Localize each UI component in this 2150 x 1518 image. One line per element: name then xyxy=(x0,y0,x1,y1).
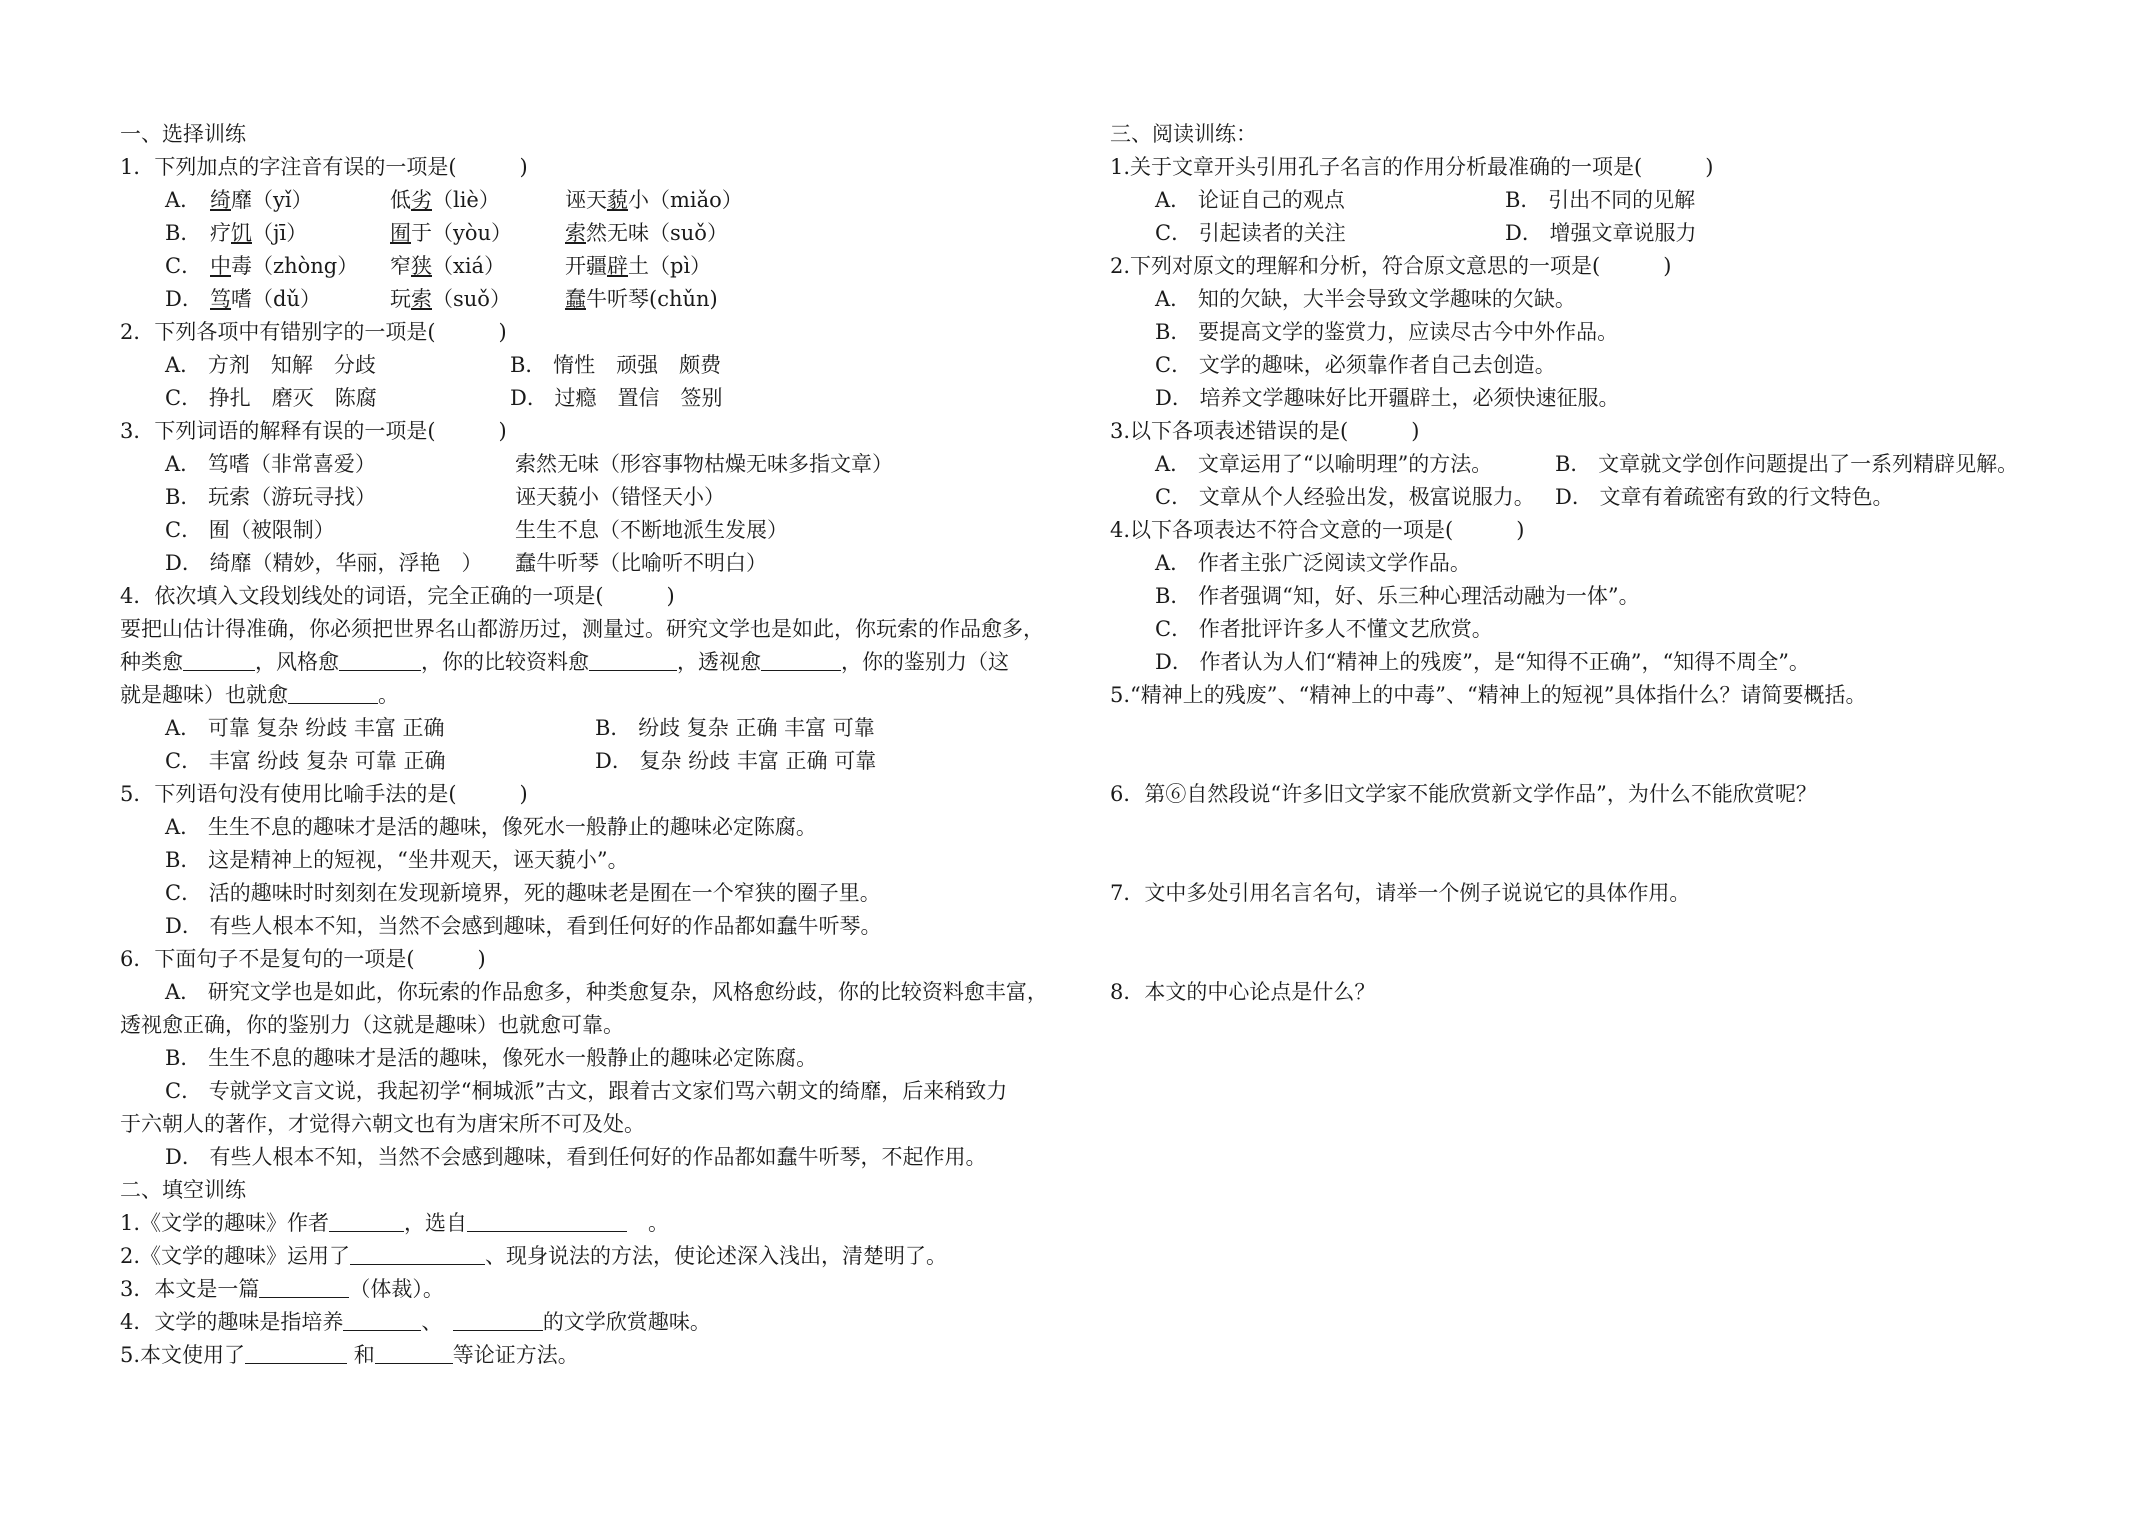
q5-option-d: D． 有些人根本不知，当然不会感到趣味，看到任何好的作品都如蠢牛听琴。 xyxy=(165,914,882,938)
r4-option-c: C． 作者批评许多人不懂文艺欣赏。 xyxy=(1155,617,1493,641)
r2-option-d: D． 培养文学趣味好比开疆辟土，必须快速征服。 xyxy=(1155,386,1620,410)
r3-stem: 3.以下各项表述错误的是( ) xyxy=(1110,419,1420,443)
fill-q5: 5.本文使用了 和 等论证方法。 xyxy=(120,1343,579,1367)
q1-stem: 1．下列加点的字注音有误的一项是( ) xyxy=(120,155,528,179)
q2-option-c: C． 挣扎 磨灭 陈腐 xyxy=(165,386,377,410)
fill-q2: 2.《文学的趣味》运用了 、现身说法的方法，使论述深入浅出，清楚明了。 xyxy=(120,1244,948,1268)
q1-option-a: A． 绮靡（yǐ） 低劣（liè） 诬天藐小（miǎo） xyxy=(165,188,743,212)
fill-q3-blank-1[interactable] xyxy=(259,1275,349,1298)
r2-option-b: B． 要提高文学的鉴赏力，应读尽古今中外作品。 xyxy=(1155,320,1619,344)
q4-blank-2[interactable] xyxy=(339,648,421,671)
r5-answer-space[interactable] xyxy=(1110,712,2060,778)
r1-option-c: C． 引起读者的关注 xyxy=(1155,221,1346,245)
r1-options-ab xyxy=(1110,184,2060,217)
r7-question: 7．文中多处引用名言名句，请举一个例子说说它的具体作用。 xyxy=(1110,881,1691,905)
q2-option-d: D． 过瘾 置信 签别 xyxy=(510,386,723,410)
r1-option-a: A． 论证自己的观点 xyxy=(1155,188,1345,212)
r1-options-cd xyxy=(1110,217,2060,250)
r1-option-b: B． 引出不同的见解 xyxy=(1505,188,1696,212)
q4-options-ab xyxy=(120,712,1070,745)
q5-option-a: A． 生生不息的趣味才是活的趣味，像死水一般静止的趣味必定陈腐。 xyxy=(165,815,817,839)
q1-option-c: C． 中毒（zhòng） 窄狭（xiá） 开疆辟土（pì） xyxy=(165,254,712,278)
q4-options-cd xyxy=(120,745,1070,778)
section-title-fill: 二、填空训练 xyxy=(120,1178,246,1202)
q3-option-a: A． 笃嗜（非常喜爱） 索然无味（形容事物枯燥无味多指文章） xyxy=(165,452,893,476)
q6-option-d: D． 有些人根本不知，当然不会感到趣味，看到任何好的作品都如蠢牛听琴，不起作用。 xyxy=(165,1145,987,1169)
r3-option-a: A． 文章运用了“以喻明理”的方法。 xyxy=(1155,452,1493,476)
r4-option-d: D． 作者认为人们“精神上的残废”，是“知得不正确”，“知得不周全”。 xyxy=(1155,650,1810,674)
right-column xyxy=(1110,118,2060,1009)
q4-option-c: C． 丰富 纷歧 复杂 可靠 正确 xyxy=(165,749,446,773)
left-column xyxy=(120,118,1070,1372)
r4-option-a: A． 作者主张广泛阅读文学作品。 xyxy=(1155,551,1471,575)
fill-q5-blank-2[interactable] xyxy=(375,1341,453,1364)
q4-option-d: D． 复杂 纷歧 丰富 正确 可靠 xyxy=(595,749,877,773)
section-title-choice: 一、选择训练 xyxy=(120,122,246,146)
fill-q4-blank-1[interactable] xyxy=(343,1308,421,1331)
r6-answer-space[interactable] xyxy=(1110,811,2060,877)
q1-option-b: B． 疗饥（jī） 囿于（yòu） 索然无味（suǒ） xyxy=(165,221,728,245)
q6-option-c-line1: C． 专就学文言文说，我起初学“桐城派”古文，跟着古文家们骂六朝文的绮靡，后来稍致力 xyxy=(165,1079,1008,1103)
r4-stem: 4.以下各项表达不符合文意的一项是( ) xyxy=(1110,518,1525,542)
q4-option-a: A． 可靠 复杂 纷歧 丰富 正确 xyxy=(165,716,445,740)
q4-passage-line1: 要把山估计得准确，你必须把世界名山都游历过，测量过。研究文学也是如此，你玩索的作品愈多， xyxy=(120,617,1044,641)
q4-blank-5[interactable] xyxy=(288,681,378,704)
fill-q3: 3．本文是一篇 （体裁）。 xyxy=(120,1277,444,1301)
q3-option-b: B． 玩索（游玩寻找） 诬天藐小（错怪天小） xyxy=(165,485,725,509)
q5-option-b: B． 这是精神上的短视，“坐井观天，诬天藐小”。 xyxy=(165,848,629,872)
q2-option-a: A． 方剂 知解 分歧 xyxy=(165,353,376,377)
section-title-reading: 三、阅读训练： xyxy=(1110,122,1257,146)
r3-options-cd xyxy=(1110,481,2060,514)
q6-option-b: B． 生生不息的趣味才是活的趣味，像死水一般静止的趣味必定陈腐。 xyxy=(165,1046,818,1070)
q1-option-d: D． 笃嗜（dǔ） 玩索（suǒ） 蠢牛听琴(chǔn) xyxy=(165,287,718,311)
fill-q2-blank-1[interactable] xyxy=(350,1242,485,1265)
q4-blank-4[interactable] xyxy=(761,648,841,671)
fill-q1-blank-2[interactable] xyxy=(467,1209,627,1232)
q6-option-a-line2: 透视愈正确，你的鉴别力（这就是趣味）也就愈可靠。 xyxy=(120,1013,624,1037)
q3-stem: 3．下列词语的解释有误的一项是( ) xyxy=(120,419,507,443)
r3-option-d: D． 文章有着疏密有致的行文特色。 xyxy=(1555,485,1894,509)
r5-question: 5.“精神上的残废”、“精神上的中毒”、“精神上的短视”具体指什么？请简要概括。 xyxy=(1110,683,1867,707)
q2-option-b: B． 惰性 顽强 颇费 xyxy=(510,353,722,377)
q6-option-a-line1: A． 研究文学也是如此，你玩索的作品愈多，种类愈复杂，风格愈纷歧，你的比较资料愈丰富， xyxy=(165,980,1048,1004)
q4-passage-line2: 种类愈 ，风格愈 ，你的比较资料愈 ，透视愈 ，你的鉴别力（这 xyxy=(120,650,1009,674)
fill-q4-blank-2[interactable] xyxy=(453,1308,543,1331)
r2-option-a: A． 知的欠缺，大半会导致文学趣味的欠缺。 xyxy=(1155,287,1576,311)
q4-stem: 4．依次填入文段划线处的词语，完全正确的一项是( ) xyxy=(120,584,675,608)
q4-option-b: B． 纷歧 复杂 正确 丰富 可靠 xyxy=(595,716,875,740)
r3-options-ab xyxy=(1110,448,2060,481)
r4-option-b: B． 作者强调“知，好、乐三种心理活动融为一体”。 xyxy=(1155,584,1640,608)
r3-option-c: C． 文章从个人经验出发，极富说服力。 xyxy=(1155,485,1535,509)
q4-blank-1[interactable] xyxy=(183,648,255,671)
q5-stem: 5．下列语句没有使用比喻手法的是( ) xyxy=(120,782,528,806)
q3-option-d: D． 绮靡（精妙，华丽，浮艳 ） 蠢牛听琴（比喻听不明白） xyxy=(165,551,767,575)
q6-stem: 6．下面句子不是复句的一项是( ) xyxy=(120,947,486,971)
r8-question: 8．本文的中心论点是什么？ xyxy=(1110,980,1376,1004)
q4-passage-line3: 就是趣味）也就愈 。 xyxy=(120,683,399,707)
r6-question: 6．第⑥自然段说“许多旧文学家不能欣赏新文学作品”，为什么不能欣赏呢？ xyxy=(1110,782,1817,806)
r7-answer-space[interactable] xyxy=(1110,910,2060,976)
q2-stem: 2．下列各项中有错别字的一项是( ) xyxy=(120,320,507,344)
fill-q5-blank-1[interactable] xyxy=(245,1341,347,1364)
q5-option-c: C． 活的趣味时时刻刻在发现新境界，死的趣味老是囿在一个窄狭的圈子里。 xyxy=(165,881,881,905)
q3-option-c: C． 囿（被限制） 生生不息（不断地派生发展） xyxy=(165,518,788,542)
r3-option-b: B． 文章就文学创作问题提出了一系列精辟见解。 xyxy=(1555,452,2019,476)
q2-options-ab xyxy=(120,349,1070,382)
q2-options-cd xyxy=(120,382,1070,415)
r1-option-d: D． 增强文章说服力 xyxy=(1505,221,1697,245)
q6-option-c-line2: 于六朝人的著作，才觉得六朝文也有为唐宋所不可及处。 xyxy=(120,1112,645,1136)
fill-q1: 1.《文学的趣味》作者 ，选自 。 xyxy=(120,1211,670,1235)
fill-q4: 4．文学的趣味是指培养 、 的文学欣赏趣味。 xyxy=(120,1310,711,1334)
q4-blank-3[interactable] xyxy=(589,648,677,671)
fill-q1-blank-1[interactable] xyxy=(329,1209,404,1232)
r2-stem: 2.下列对原文的理解和分析，符合原文意思的一项是( ) xyxy=(1110,254,1672,278)
r2-option-c: C． 文学的趣味，必须靠作者自己去创造。 xyxy=(1155,353,1556,377)
r1-stem: 1.关于文章开头引用孔子名言的作用分析最准确的一项是( ) xyxy=(1110,155,1714,179)
